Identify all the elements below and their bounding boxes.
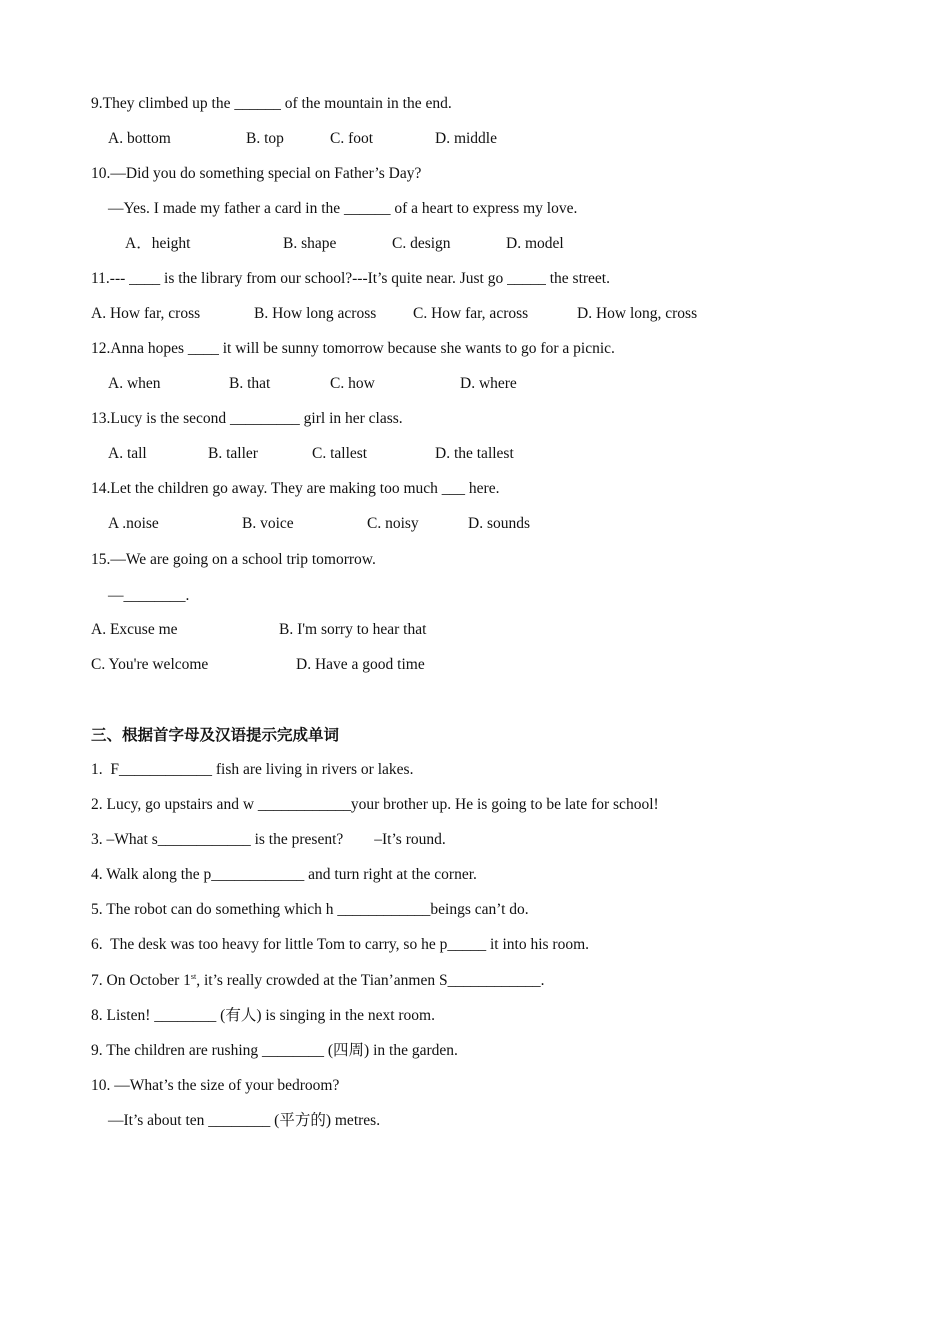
question-12-options <box>0 373 950 395</box>
option-a: A．height <box>125 235 191 252</box>
fill-item-6 <box>0 934 950 956</box>
fill-item-8 <box>0 1005 950 1027</box>
fill-item-3 <box>0 829 950 851</box>
question-9 <box>0 93 950 115</box>
option-b: B. I'm sorry to hear that <box>279 621 427 638</box>
question-stem: 13.Lucy is the second _________ girl in her class. <box>91 410 403 427</box>
question-stem: 9.They climbed up the ______ of the mountain in the end. <box>91 95 452 112</box>
fill-item-text <box>91 970 545 992</box>
fill-item-text: 8. Listen! ________ (有人) is singing in the next room. <box>91 1007 435 1024</box>
option-d: D. model <box>506 235 564 252</box>
option-a: A. How far, cross <box>91 305 201 322</box>
option-d: D. Have a good time <box>296 656 425 673</box>
question-9-options <box>0 128 950 150</box>
option-d: D. the tallest <box>435 445 514 462</box>
option-c: C. How far, across <box>413 305 529 322</box>
question-10-options <box>0 233 950 255</box>
option-c: C. design <box>392 235 451 252</box>
question-stem: 15.—We are going on a school trip tomorrow. <box>91 551 376 568</box>
question-15-options-cd <box>0 654 950 676</box>
question-13 <box>0 408 950 430</box>
option-b: B. How long across <box>254 305 377 322</box>
option-a: A .noise <box>108 515 159 532</box>
question-12 <box>0 338 950 360</box>
option-d: D. middle <box>435 130 497 147</box>
fill-item-9 <box>0 1040 950 1062</box>
question-14 <box>0 478 950 500</box>
question-11 <box>0 268 950 290</box>
dialogue-reply: —It’s about ten ________ (平方的) metres. <box>108 1112 381 1129</box>
ordinal-suffix: st <box>190 971 197 981</box>
question-15 <box>0 549 950 571</box>
fill-item-start: 7. On October 1 <box>91 972 191 989</box>
fill-item-1 <box>0 759 950 781</box>
dialogue-reply: —Yes. I made my father a card in the ______ of a heart to express my love. <box>108 200 578 217</box>
question-15-options-ab <box>0 619 950 641</box>
dialogue-reply: —________. <box>108 587 190 604</box>
option-d: D. How long, cross <box>577 305 698 322</box>
question-13-options <box>0 443 950 465</box>
question-14-options <box>0 513 950 535</box>
option-d: D. where <box>460 375 517 392</box>
option-b: B. voice <box>242 515 294 532</box>
fill-item-2 <box>0 794 950 816</box>
fill-item-10 <box>0 1075 950 1097</box>
fill-item-rest: , it’s really crowded at the Tian’anmen S____________. <box>196 972 545 989</box>
option-b: B. top <box>246 130 284 147</box>
fill-item-text: 1. F____________ fish are living in rivers or lakes. <box>91 761 414 778</box>
option-c: C. how <box>330 375 375 392</box>
option-c: C. You're welcome <box>91 656 209 673</box>
section-title: 三、根据首字母及汉语提示完成单词 <box>91 726 340 744</box>
option-c: C. foot <box>330 130 374 147</box>
fill-item-text: 4. Walk along the p____________ and turn right at the corner. <box>91 866 477 883</box>
question-stem: 11.--- ____ is the library from our school?---It’s quite near. Just go _____ the street. <box>91 270 610 287</box>
fill-item-5 <box>0 899 950 921</box>
question-10-reply <box>0 198 950 220</box>
fill-item-text: 5. The robot can do something which h ____________beings can’t do. <box>91 901 529 918</box>
fill-item-4 <box>0 864 950 886</box>
option-c: C. tallest <box>312 445 368 462</box>
fill-item-text: 9. The children are rushing ________ (四周) in the garden. <box>91 1042 458 1059</box>
option-d: D. sounds <box>468 515 531 532</box>
option-b: B. shape <box>283 235 337 252</box>
fill-item-text: 3. –What s____________ is the present? –It’s round. <box>91 831 446 848</box>
fill-item-text: 6. The desk was too heavy for little Tom to carry, so he p_____ it into his room. <box>91 936 589 953</box>
fill-item-7 <box>0 970 950 992</box>
question-11-options <box>0 303 950 325</box>
option-a: A. tall <box>108 445 147 462</box>
question-15-reply <box>0 585 950 607</box>
question-10 <box>0 163 950 185</box>
option-a: A. Excuse me <box>91 621 178 638</box>
option-a: A. when <box>108 375 161 392</box>
question-stem: 14.Let the children go away. They are making too much ___ here. <box>91 480 500 497</box>
option-b: B. taller <box>208 445 258 462</box>
fill-item-10-reply <box>0 1110 950 1132</box>
question-stem: 10.—Did you do something special on Father’s Day? <box>91 165 422 182</box>
option-c: C. noisy <box>367 515 419 532</box>
question-stem: 12.Anna hopes ____ it will be sunny tomorrow because she wants to go for a picnic. <box>91 340 615 357</box>
option-a: A. bottom <box>108 130 171 147</box>
fill-item-text: 10. —What’s the size of your bedroom? <box>91 1077 340 1094</box>
section-heading <box>0 724 950 746</box>
fill-item-text: 2. Lucy, go upstairs and w ____________your brother up. He is going to be late for school! <box>91 796 659 813</box>
option-b: B. that <box>229 375 271 392</box>
